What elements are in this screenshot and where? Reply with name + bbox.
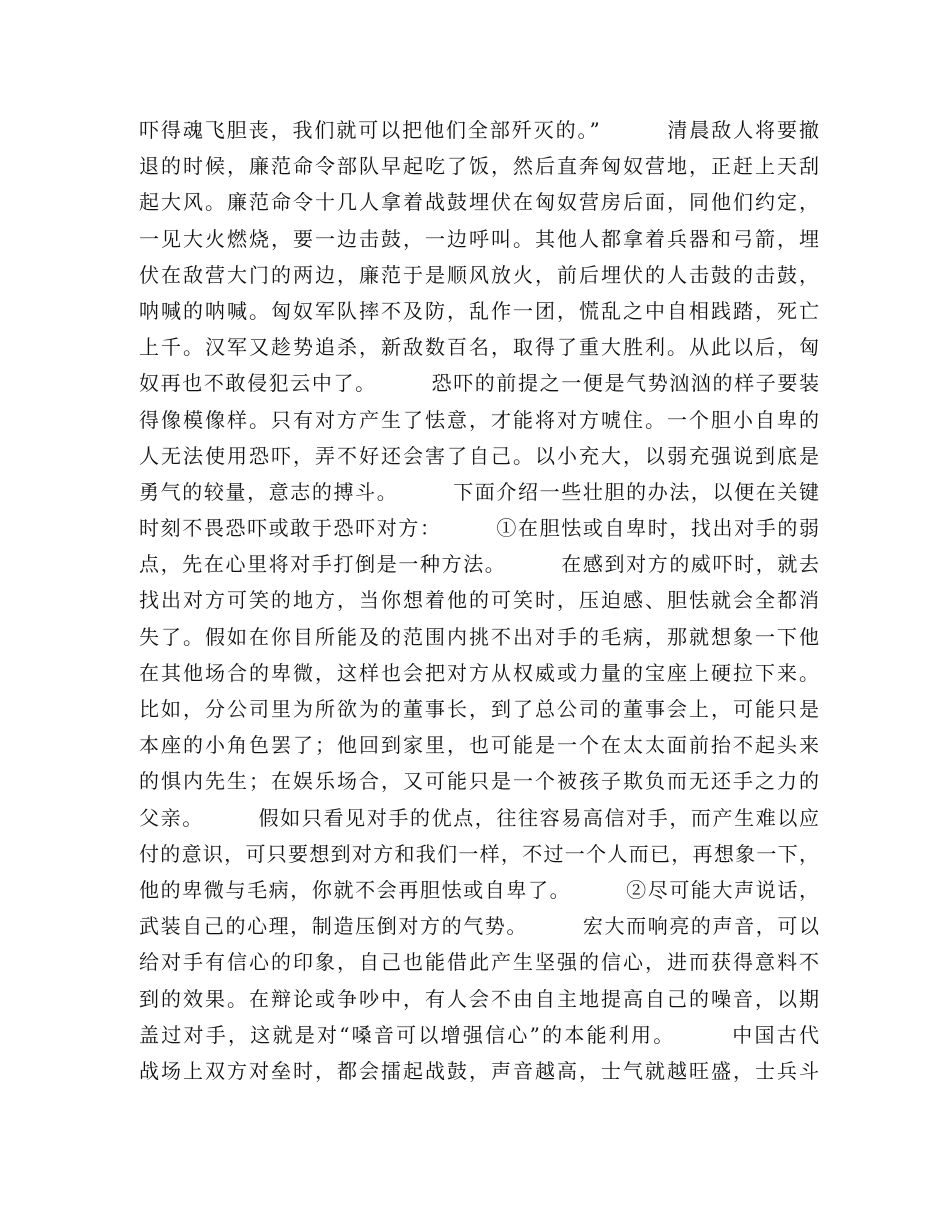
text-line: 呐喊的呐喊。匈奴军队摔不及防，乱作一团，慌乱之中自相践踏，死亡	[139, 298, 819, 323]
text-line: 找出对方可笑的地方，当你想着他的可笑时，压迫感、胆怯就会全都消	[139, 588, 819, 613]
text-line: 比如，分公司里为所欲为的董事长，到了总公司的董事会上，可能只是	[139, 697, 819, 721]
text-line: 武装自己的心理，制造压倒对方的气势。 宏大而响亮的声音，可以	[139, 914, 819, 939]
text-line: 在其他场合的卑微，这样也会把对方从权威或力量的宝座上硬拉下来。	[139, 660, 819, 685]
body-text	[139, 112, 819, 1089]
text-line: 伏在敌营大门的两边，廉范于是顺风放火，前后埋伏的人击鼓的击鼓，	[139, 262, 819, 287]
text-line: 给对手有信心的印象，自己也能借此产生坚强的信心，进而获得意料不	[139, 950, 819, 975]
text-line: 勇气的较量，意志的搏斗。 下面介绍一些壮胆的办法，以便在关键	[139, 479, 819, 504]
text-line: 退的时候，廉范命令部队早起吃了饭，然后直奔匈奴营地，正赶上天刮	[139, 154, 819, 179]
text-line: 盖过对手，这就是对“嗓音可以增强信心”的本能利用。 中国古代	[139, 1022, 819, 1047]
text-line: 本座的小角色罢了；他回到家里，也可能是一个在太太面前抬不起头来	[139, 733, 819, 758]
text-line: 一见大火燃烧，要一边击鼓，一边呼叫。其他人都拿着兵器和弓箭，埋	[139, 226, 819, 251]
text-line: 失了。假如在你目所能及的范围内挑不出对手的毛病，那就想象一下他	[139, 624, 819, 649]
text-line: 的惧内先生；在娱乐场合，又可能只是一个被孩子欺负而无还手之力的	[139, 769, 819, 794]
text-line: 点，先在心里将对手打倒是一种方法。 在感到对方的威吓时，就去	[139, 552, 819, 577]
text-line: 人无法使用恐吓，弄不好还会害了自己。以小充大，以弱充强说到底是	[139, 443, 819, 468]
text-line: 上千。汉军又趁势追杀，新敌数百名，取得了重大胜利。从此以后，匈	[139, 335, 819, 360]
text-line: 到的效果。在辩论或争吵中，有人会不由自主地提高自己的噪音，以期	[139, 986, 819, 1011]
text-line: 奴再也不敢侵犯云中了。 恐吓的前提之一便是气势汹汹的样子要装	[139, 371, 819, 396]
text-line: 他的卑微与毛病，你就不会再胆怯或自卑了。 ②尽可能大声说话，	[139, 877, 819, 902]
text-line: 战场上双方对垒时，都会擂起战鼓，声音越高，士气就越旺盛，士兵斗	[139, 1058, 819, 1083]
text-line: 起大风。廉范命令十几人拿着战鼓埋伏在匈奴营房后面，同他们约定，	[139, 190, 819, 215]
text-line: 吓得魂飞胆丧，我们就可以把他们全部歼灭的。” 清晨敌人将要撤	[139, 118, 819, 142]
text-line: 父亲。 假如只看见对手的优点，往往容易高信对手，而产生难以应	[139, 805, 819, 830]
text-line: 付的意识，可只要想到对方和我们一样，不过一个人而已，再想象一下，	[139, 841, 819, 866]
text-line: 时刻不畏恐吓或敢于恐吓对方： ①在胆怯或自卑时，找出对手的弱	[139, 516, 819, 541]
text-line: 得像模像样。只有对方产生了怯意，才能将对方唬住。一个胆小自卑的	[139, 407, 819, 432]
